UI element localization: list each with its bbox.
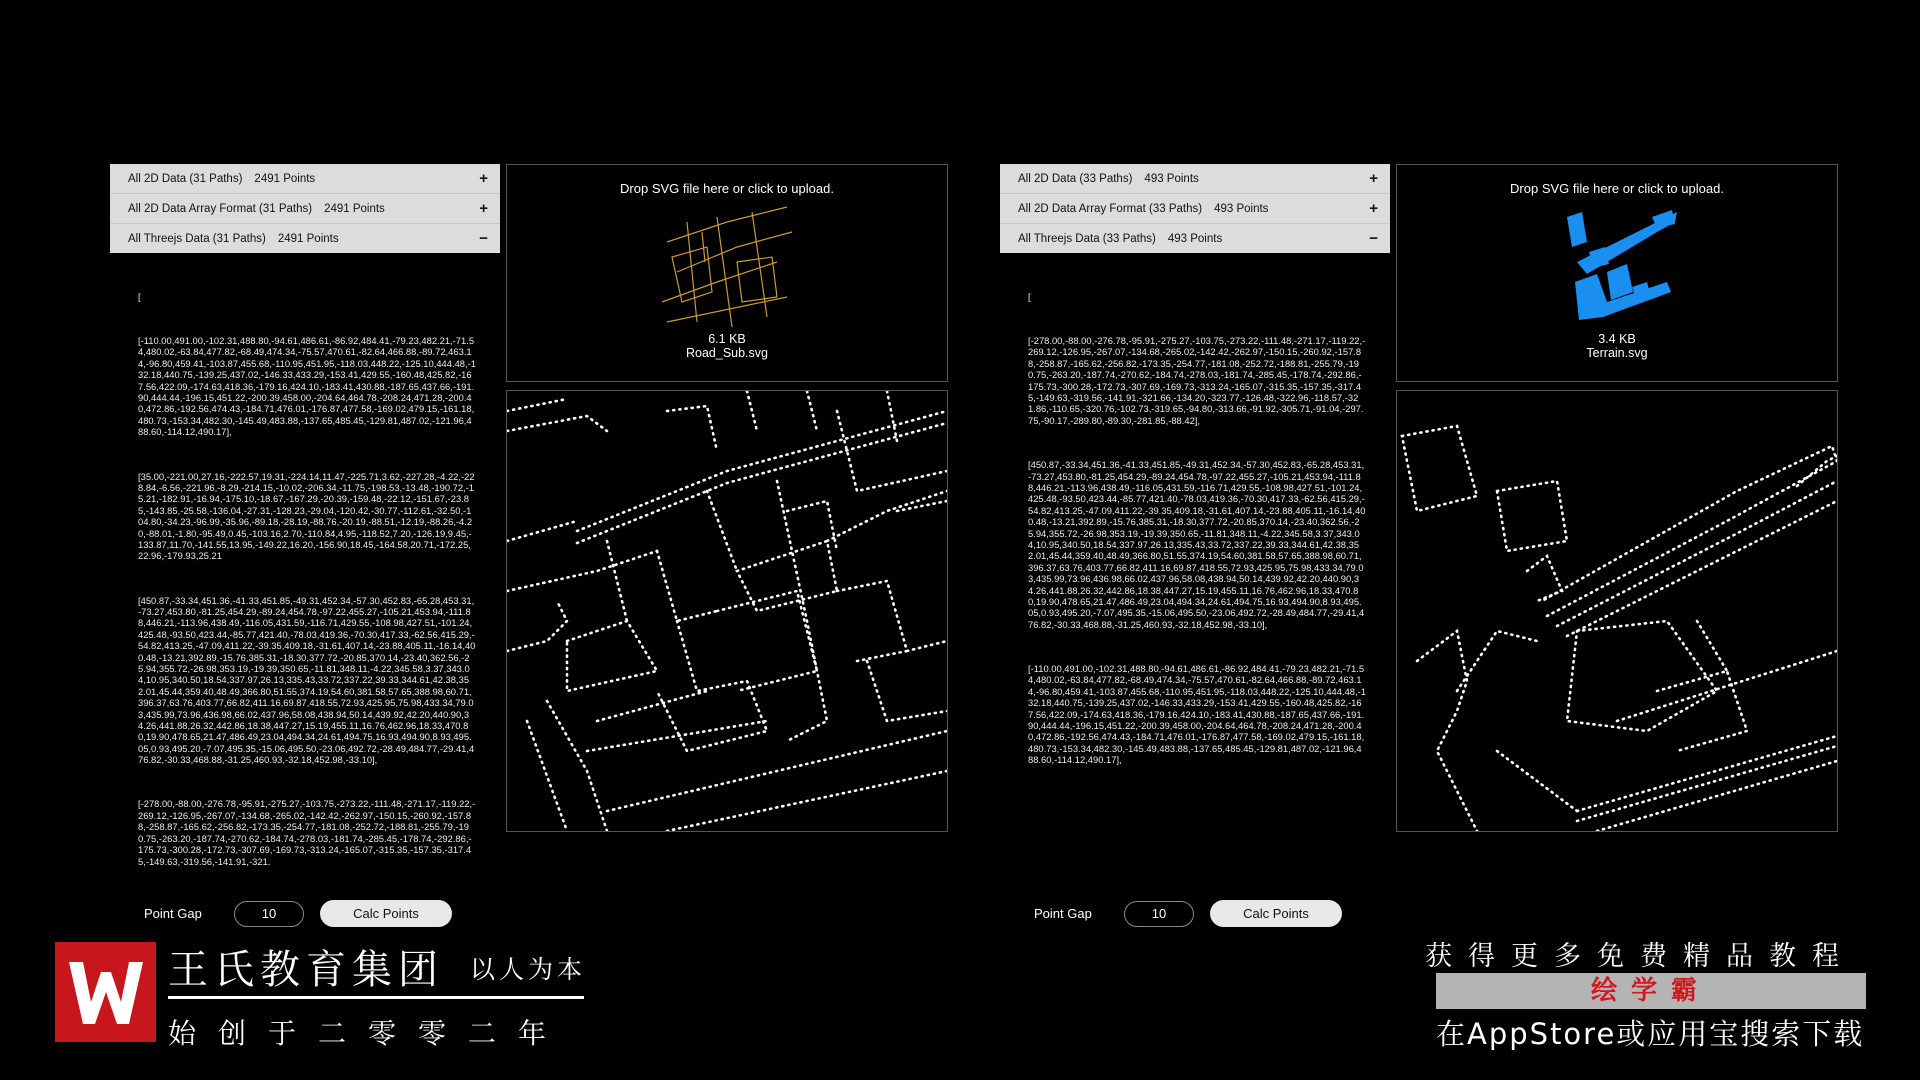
row-points: 2491 Points [324, 202, 385, 215]
threejs-data-output[interactable] [138, 268, 476, 900]
code-block: [-110.00,491.00,-102.31,488.80,-94.61,486.61,-86.92,484.41,-79.23,482.21,-71.54,480.02,-63.84,477.82,-68.49,474.34,-75.57,470.61,-82.64,466.88,-89.72,463.14,-96.80,459.41,-103.87,455.68,-110.95,451.95,-118.03,448.22,-125.10,444.48,-132.18,440.75,-139.25,437.02,-146.33,433.29,-153.41,429.55,-160.48,425.82,-167.56,422.09,-174.63,418.36,-179.16,424.10,-183.41,430.88,-187.65,437.66,-191.90,444.44,-196.15,451.22,-200.39,458.00,-204.64,464.78,-208.24,471.28,-200.40,472.86,-192.56,474.43,-184.71,476.01,-176.87,477.58,-169.02,479.15,-161.18,480.73,-153.34,482.30,-145.49,483.88,-137.65,485.45,-129.81,487.02,-121.96,488.60,-114.12,490.17], [1028, 663, 1366, 766]
expand-icon[interactable]: + [479, 200, 488, 217]
code-block: [-110.00,491.00,-102.31,488.80,-94.61,486.61,-86.92,484.41,-79.23,482.21,-71.54,480.02,-63.84,477.82,-68.49,474.34,-75.57,470.61,-82.64,466.88,-89.72,463.14,-96.80,459.41,-103.87,455.68,-110.95,451.95,-118.03,448.22,-125.10,444.48,-132.18,440.75,-139.25,437.02,-146.33,433.29,-153.41,429.55,-160.48,425.82,-167.56,422.09,-174.63,418.36,-179.16,424.10,-183.41,430.88,-187.65,437.66,-191.90,444.44,-196.15,451.22,-200.39,458.00,-204.64,464.78,-208.24,471.28,-200.40,472.86,-192.56,474.43,-184.71,476.01,-176.87,477.58,-169.02,479.15,-161.18,480.73,-153.34,482.30,-145.49,483.88,-137.65,485.45,-129.81,487.02,-121.96,488.60,-114.12,490.17], [138, 335, 476, 438]
calc-points-button[interactable]: Calc Points [1210, 900, 1342, 927]
point-gap-label: Point Gap [1034, 906, 1092, 921]
row-label: All 2D Data (31 Paths) [128, 172, 243, 185]
accordion-row-threejs[interactable] [1000, 224, 1390, 253]
code-block: [450.87,-33.34,451.36,-41.33,451.85,-49.31,452.34,-57.30,452.83,-65.28,453.31,-73.27,453.80,-81.25,454.29,-89.24,454.78,-97.22,455.27,-105.21,453.94,-111.88,446.21,-113.96,438.49,-116.05,431.59,-116.71,429.55,-108.98,427.51,-101.24,425.48,-93.50,423.44,-85.77,421.40,-78.03,419.36,-70.30,417.33,-62.56,415.29,-54.82,413.25,-47.09,411.22,-39.35,409.18,-31.61,407.14,-23.88,405.11,-16.14,400.48,-13.21,392.89,-15.76,385.31,-18.30,377.72,-20.85,370.14,-23.40,362.56,-25.94,355.72,-26.98,353.19,-19.39,350.65,-11.81,348.11,-4.22,345.58,3.37,343.04,10.95,340.50,18.54,337.97,26.13,335.43,33.72,337.22,39.33,344.61,42.38,352.01,45.44,359.40,48.49,366.80,51.55,374.19,54.60,381.58,57.65,388.98,60.71,396.37,63.76,403.77,66.82,411.16,69.87,418.55,72.93,425.95,75.98,433.34,79.03,435.99,73.96,436.98,66.02,437.96,58.08,438.94,50.14,439.92,42.20,440.90,34.26,441.88,26.32,442.86,18.38,447.27,15.19,455.11,16.76,462.96,18.33,470.80,19.90,478.65,21.47,486.49,23.04,494.34,24.61,494.75,16.93,494.90,8.93,495.05,0.93,495.20,-7.07,495.35,-15.06,495.50,-23.06,492.72,-28.49,484.77,-29.41,476.82,-30.33,468.88,-31.25,460.93,-32.18,452.98,-33.10], [1028, 459, 1366, 630]
w-logo-icon [55, 942, 156, 1042]
accordion-row-2d-data[interactable] [1000, 164, 1390, 194]
terrain-points-preview [1397, 391, 1837, 831]
brand-slogan: 以人为本 [470, 955, 587, 984]
code-block: [-278.00,-88.00,-276.78,-95.91,-275.27,-103.75,-273.22,-111.48,-271.17,-119.22,-269.12,-126.95,-267.07,-134.68,-265.02,-142.42,-262.97,-150.15,-260.92,-157.88,-258.87,-165.62,-256.82,-173.35,-254.77,-181.08,-252.72,-188.81,-255.79,-190.75,-263.20,-187.74,-270.62,-184.74,-278.03,-181.74,-285.45,-178.74,-292.86,-175.73,-300.28,-172.73,-307.69,-169.73,-313.24,-165.07,-315.35,-157.35,-317.45,-149.63,-319.56,-141.91,-321.66,-134.20,-323.77,-126.48,-322.96,-118.57,-321.86,-110.65,-320.76,-102.73,-319.65,-94.80,-313.66,-91.92,-305.71,-91.04,-297.75,-90.17,-289.80,-89.30,-281.85,-88.42], [1028, 335, 1366, 426]
road-points-preview [507, 391, 947, 831]
points-preview-canvas[interactable] [1396, 390, 1838, 832]
code-block: [-278.00,-88.00,-276.78,-95.91,-275.27,-103.75,-273.22,-111.48,-271.17,-119.22,-269.12,-126.95,-267.07,-134.68,-265.02,-142.42,-262.97,-150.15,-260.92,-157.88,-258.87,-165.62,-256.82,-173.35,-254.77,-181.08,-252.72,-188.81,-255.79,-190.75,-263.20,-187.74,-270.62,-184.74,-278.03,-181.74,-285.45,-178.74,-292.86,-175.73,-300.28,-172.73,-307.69,-169.73,-313.24,-165.07,-315.35,-157.35,-317.45,-149.63,-319.56,-141.91,-321. [138, 798, 476, 867]
data-accordion [1000, 164, 1390, 253]
accordion-row-2d-data[interactable] [110, 164, 500, 194]
promo-headline: 获得更多免费精品教程 [1425, 941, 1855, 972]
expand-icon[interactable]: + [479, 170, 488, 187]
row-points: 493 Points [1167, 232, 1223, 245]
point-gap-controls [1034, 900, 1342, 927]
code-block: [450.87,-33.34,451.36,-41.33,451.85,-49.31,452.34,-57.30,452.83,-65.28,453.31,-73.27,453.80,-81.25,454.29,-89.24,454.78,-97.22,455.27,-105.21,453.94,-111.88,446.21,-113.96,438.49,-116.05,431.59,-116.71,429.55,-108.98,427.51,-101.24,425.48,-93.50,423.44,-85.77,421.40,-78.03,419.36,-70.30,417.33,-62.56,415.29,-54.82,413.25,-47.09,411.22,-39.35,409.18,-31.61,407.14,-23.88,405.11,-16.14,400.48,-13.21,392.89,-15.76,385.31,-18.30,377.72,-20.85,370.14,-23.40,362.56,-25.94,355.72,-26.98,353.19,-19.39,350.65,-11.81,348.11,-4.22,345.58,3.37,343.04,10.95,340.50,18.54,337.97,26.13,335.43,33.72,337.22,39.33,344.61,42.38,352.01,45.44,359.40,48.49,366.80,51.55,374.19,54.60,381.58,57.65,388.98,60.71,396.37,63.76,403.77,66.82,411.16,69.87,418.55,72.93,425.95,75.98,433.34,79.03,435.99,73.96,436.98,66.02,437.96,58.08,438.94,50.14,439.92,42.20,440.90,34.26,441.88,26.32,442.86,18.38,447.27,15.19,455.11,16.76,462.96,18.33,470.80,19.90,478.65,21.47,486.49,23.04,494.34,24.61,494.75,16.93,494.90,8.93,495.05,0.93,495.20,-7.07,495.35,-15.06,495.50,-23.06,492.72,-28.49,484.77,-29.41,476.82,-30.33,468.88,-31.25,460.93,-32.18,452.98,-33.10], [138, 594, 476, 766]
code-line: [ [138, 290, 141, 302]
expand-icon[interactable]: + [1369, 170, 1378, 187]
data-accordion [110, 164, 500, 253]
promo-download-hint: 在AppStore或应用宝搜索下载 [1436, 1017, 1865, 1051]
brand-name: 王氏教育集团 [168, 947, 444, 993]
point-gap-input[interactable] [1124, 901, 1194, 927]
point-gap-controls [144, 900, 452, 927]
code-block: [35.00,-221.00,27.16,-222.57,19.31,-224.14,11.47,-225.71,3.62,-227.28,-4.22,-228.84,-6.56,-221.96,-8.29,-214.15,-10.02,-206.34,-11.75,-198.53,-13.48,-190.72,-15.21,-182.91,-16.94,-175.10,-18.67,-167.29,-20.39,-159.48,-22.12,-151.67,-23.85,-143.85,-25.58,-136.04,-27.31,-128.23,-29.04,-120.42,-30.77,-112.61,-32.50,-104.80,-34.23,-96.99,-35.96,-89.18,-28.19,-88.76,-20.19,-88.51,-12.19,-88.26,-4.20,-88.01,-1.80,-95.49,0.45,-103.16,2.70,-110.84,4.95,-118.52,7.20,-126.19,9.45,-133.87,11.70,-141.55,13.95,-149.22,16.20,-156.90,18.45,-164.58,20.71,-172.25,22.96,-179.93,25.21 [138, 470, 475, 562]
upload-prompt: Drop SVG file here or click to upload. [1510, 181, 1724, 196]
accordion-row-threejs[interactable] [110, 224, 500, 253]
point-gap-label: Point Gap [144, 906, 202, 921]
brand-logo [55, 942, 156, 1042]
collapse-icon[interactable]: − [479, 230, 488, 247]
calc-points-button[interactable]: Calc Points [320, 900, 452, 927]
svg-upload-dropzone[interactable] [506, 164, 948, 382]
row-points: 2491 Points [277, 232, 339, 245]
file-size: 6.1 KB [708, 332, 746, 346]
road-svg-thumbnail [657, 202, 797, 332]
brand-divider [168, 996, 584, 999]
threejs-data-output[interactable] [1028, 268, 1366, 798]
row-label: All Threejs Data (33 Paths) [1018, 232, 1156, 245]
row-label: All 2D Data Array Format (31 Paths) [128, 202, 313, 215]
upload-prompt: Drop SVG file here or click to upload. [620, 181, 834, 196]
row-points: 2491 Points [254, 172, 316, 185]
point-gap-input[interactable] [234, 901, 304, 927]
accordion-row-2d-array[interactable] [1000, 194, 1390, 224]
row-label: All Threejs Data (31 Paths) [128, 232, 266, 245]
row-label: All 2D Data (33 Paths) [1018, 172, 1133, 185]
row-points: 493 Points [1144, 172, 1199, 185]
row-label: All 2D Data Array Format (33 Paths) [1018, 202, 1203, 215]
file-name: Road_Sub.svg [685, 346, 768, 360]
points-preview-canvas[interactable] [506, 390, 948, 832]
expand-icon[interactable]: + [1369, 200, 1378, 217]
promo-app-name: 绘学霸 [1436, 973, 1866, 1009]
terrain-svg-thumbnail [1547, 202, 1687, 332]
file-size: 3.4 KB [1598, 332, 1636, 346]
file-name: Terrain.svg [1586, 346, 1648, 360]
code-line: [ [1028, 290, 1031, 302]
row-points: 493 Points [1214, 202, 1269, 215]
brand-since: 始创于二零零二年 [168, 1017, 569, 1050]
svg-upload-dropzone[interactable] [1396, 164, 1838, 382]
collapse-icon[interactable]: − [1369, 230, 1378, 247]
accordion-row-2d-array[interactable] [110, 194, 500, 224]
